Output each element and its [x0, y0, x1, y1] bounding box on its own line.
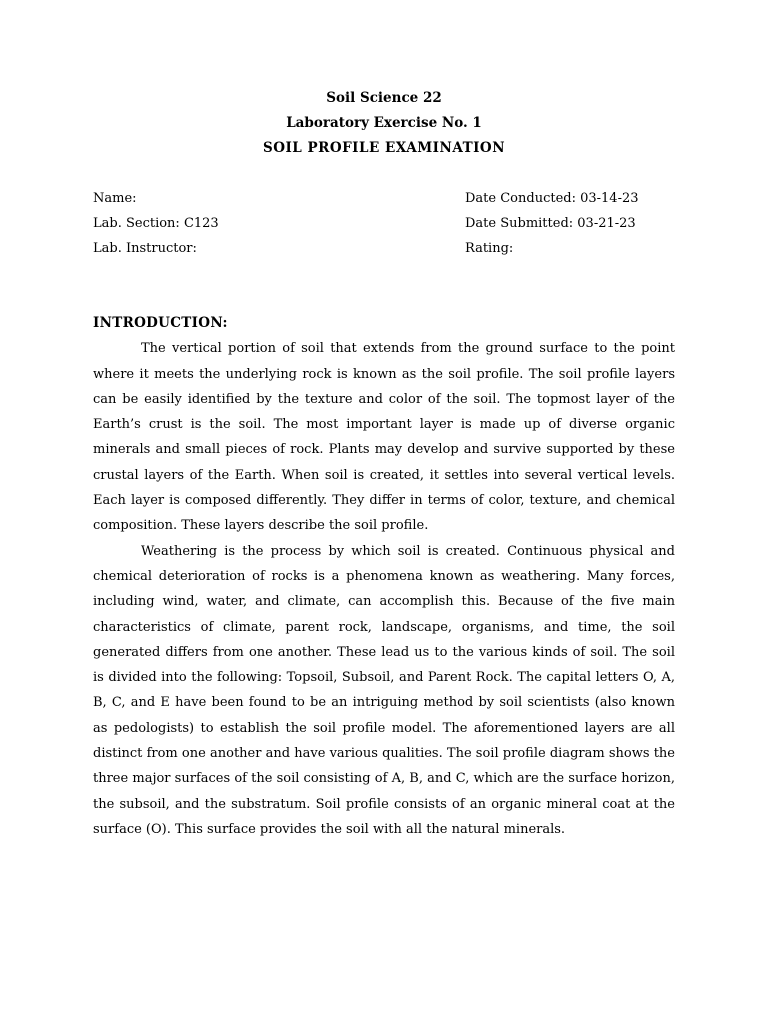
- lab-section: Lab. Section: C123: [93, 216, 219, 231]
- document-title: SOIL PROFILE EXAMINATION: [262, 140, 506, 156]
- info-row: [93, 186, 675, 211]
- info-row: [93, 211, 675, 236]
- name-label: Name:: [93, 191, 137, 206]
- lab-instructor-label: Lab. Instructor:: [93, 241, 197, 256]
- introduction-paragraph-2: Weathering is the process by which soil is created. Continuous physical and chemical deterioration of rocks is a phenomena known as weathering. Many forces, including wind, water, and climate, can accomplish this. Because of the five main characteristics of climate, parent rock, landscape, organisms, and time, the soil generated differs from one another. These lead us to the various kinds of soil. The soil is divided into the following: Topsoil, Subsoil, and Parent Rock. The capital letters O, A, B, C, and E have been found to be an intriguing method by soil scientists (also known as pedologists) to establish the soil profile model. The aforementioned layers are all distinct from one another and have various qualities. The soil profile diagram shows the three major surfaces of the soil consisting of A, B, and C, which are the surface horizon, the subsoil, and the substratum. Soil profile consists of an organic mineral coat at the surface (O). This surface provides the soil with all the natural minerals.: [93, 543, 675, 837]
- document-header: [0, 86, 768, 161]
- info-block: [93, 186, 675, 261]
- rating-label: Rating:: [465, 241, 514, 256]
- exercise-title: Laboratory Exercise No. 1: [286, 115, 482, 131]
- introduction-paragraph-1: The vertical portion of soil that extends from the ground surface to the point where it meets the underlying rock is known as the soil profile. The soil profile layers can be easily identified by the texture and color of the soil. The topmost layer of the Earth’s crust is the soil. The most important layer is made up of diverse organic minerals and small pieces of rock. Plants may develop and survive supported by these crustal layers of the Earth. When soil is created, it settles into several vertical levels. Each layer is composed differently. They differ in terms of color, texture, and chemical composition. These layers describe the soil profile.: [93, 341, 675, 534]
- date-conducted: Date Conducted: 03-14-23: [465, 191, 639, 206]
- introduction-heading: INTRODUCTION:: [93, 315, 228, 331]
- introduction-section: [93, 311, 675, 842]
- date-submitted: Date Submitted: 03-21-23: [465, 216, 636, 231]
- info-row: [93, 236, 675, 261]
- course-title: Soil Science 22: [326, 90, 442, 106]
